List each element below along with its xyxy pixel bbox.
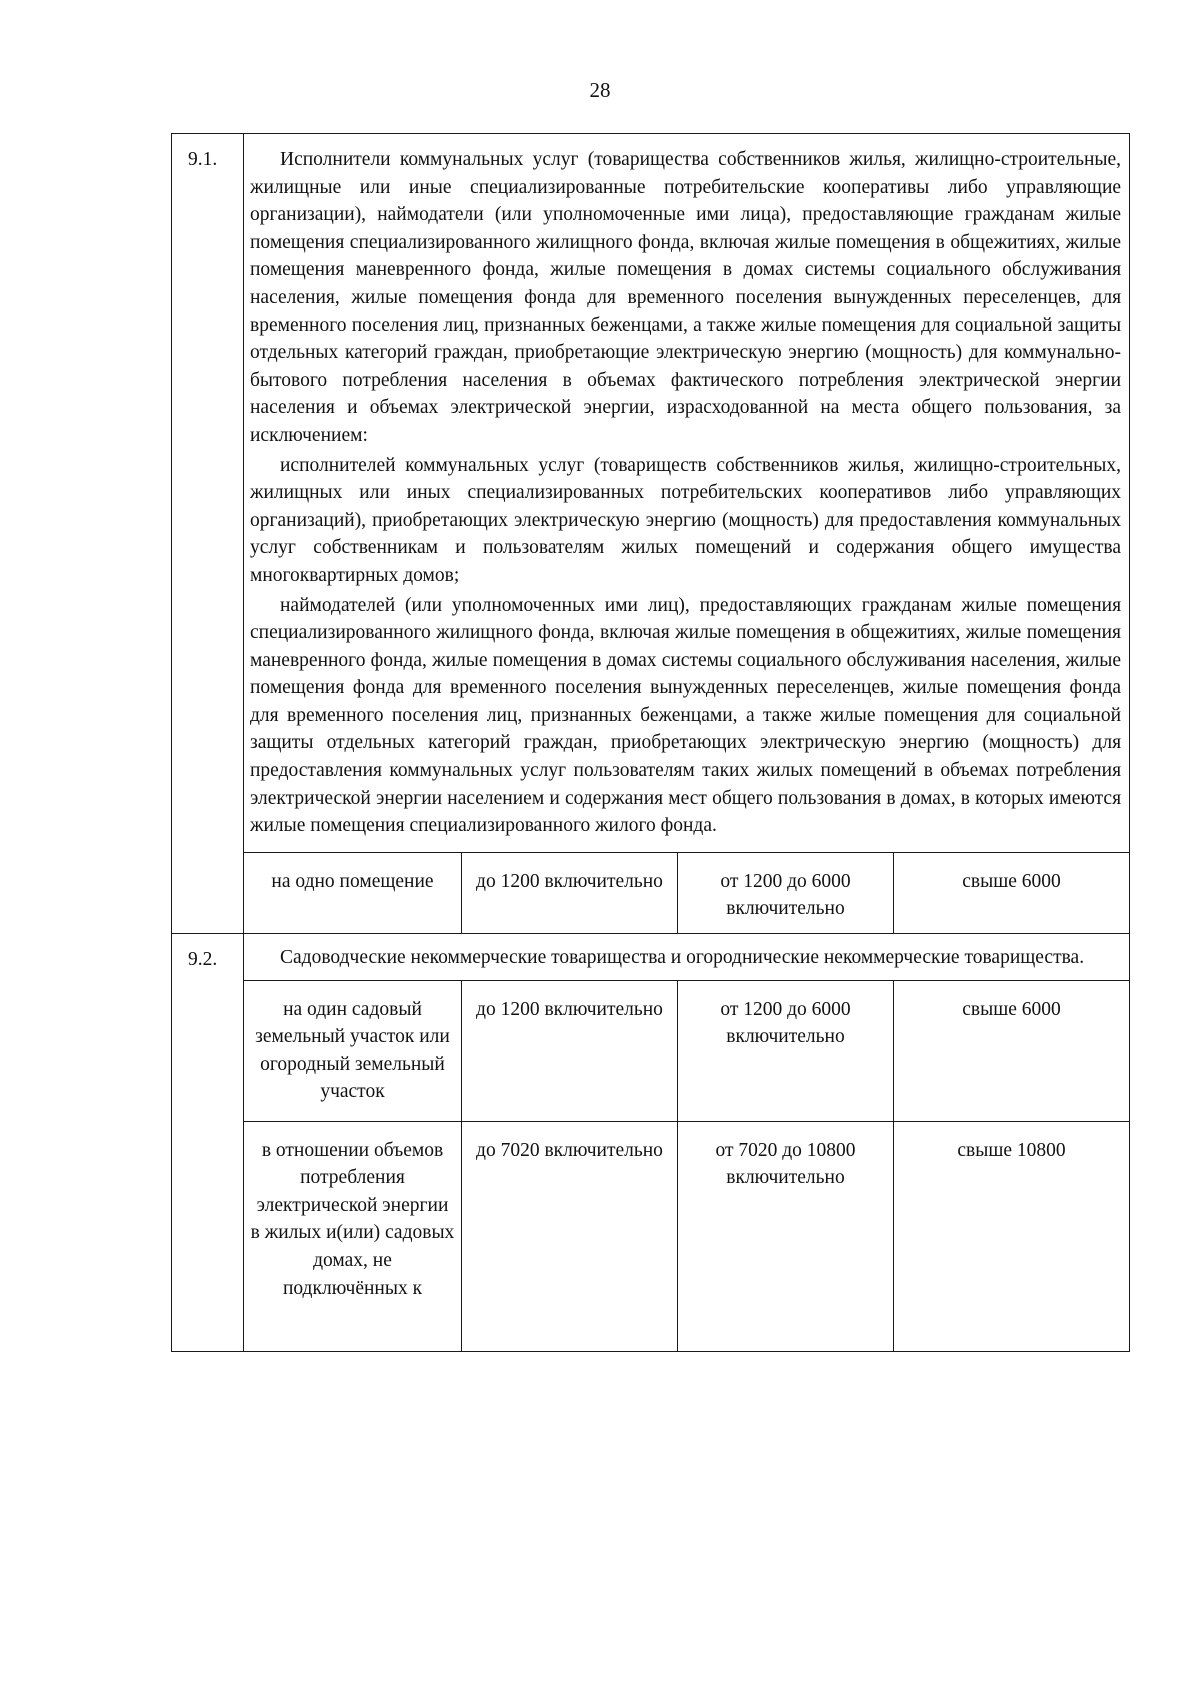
tariff-table [171, 133, 1130, 1352]
description-paragraph: исполнителей коммунальных услуг (товариществ собственников жилья, жилищно-строительных, жилищных или иных специализированных потребительских кооперативов либо управляющих организаций), приобретающих электрическую энергию (мощность) для предоставления коммунальных услуг собственникам и пользователям жилых помещений и содержания общего имущества многоквартирных домов; [250, 454, 1122, 586]
section-row [172, 934, 1130, 981]
section-description [244, 934, 1130, 981]
description-paragraph: Исполнители коммунальных услуг (товарищества собственников жилья, жилищно-строительные, жилищные или иные специализированные потребительские кооперативы либо управляющие организации), наймодатели (или уполномоченные ими лица), предоставляющие гражданам жилые помещения специализированного жилищного фонда, включая жилые помещения в общежитиях, жилые помещения маневренного фонда, жилые помещения в домах системы социального обслуживания населения, жилые помещения фонда для временного поселения вынужденных переселенцев, для временного поселения лиц, признанных беженцами, а также жилые помещения для социальной защиты отдельных категорий граждан, приобретающие электрическую энергию (мощность) для коммунально-бытового потребления населения в объемах фактического потребления электрической энергии населения и объемах электрической энергии, израсходованной на места общего пользования, за исключением: [250, 149, 1122, 446]
range-cell: до 7020 включительно [462, 1121, 678, 1351]
table-row [172, 852, 1130, 933]
range-cell: до 1200 включительно [462, 852, 678, 933]
range-cell: до 1200 включительно [462, 980, 678, 1121]
row-label: в отношении объемов потребления электрической энергии в жилых и(или) садовых домах, не подключённых к [244, 1121, 462, 1351]
row-label: на одно помещение [244, 852, 462, 933]
range-cell: свыше 10800 [894, 1121, 1130, 1351]
range-cell: от 7020 до 10800 включительно [678, 1121, 894, 1351]
range-cell: свыше 6000 [894, 852, 1130, 933]
description-paragraph: наймодателей (или уполномоченных ими лиц), предоставляющих гражданам жилые помещения специализированного жилищного фонда, включая жилые помещения в общежитиях, жилые помещения маневренного фонда, жилые помещения в домах системы социального обслуживания населения, жилые помещения фонда для временного поселения вынужденных переселенцев, жилые помещения фонда для временного поселения лиц, признанных беженцами, а также жилые помещения для социальной защиты отдельных категорий граждан, приобретающих электрическую энергию (мощность) для предоставления коммунальных услуг пользователям таких жилых помещений в объемах потребления электрической энергии населением и содержания мест общего пользования в домах, в которых имеются жилые помещения специализированного жилого фонда. [250, 594, 1122, 837]
page-number: 28 [589, 78, 611, 102]
section-number: 9.1. [172, 134, 244, 934]
section-number: 9.2. [172, 934, 244, 1352]
section-row [172, 134, 1130, 853]
row-label: на один садовый земельный участок или огородный земельный участок [244, 980, 462, 1121]
section-description [244, 134, 1130, 853]
range-cell: от 1200 до 6000 включительно [678, 852, 894, 933]
range-cell: от 1200 до 6000 включительно [678, 980, 894, 1121]
table-row [172, 980, 1130, 1121]
table-row [172, 1121, 1130, 1351]
range-cell: свыше 6000 [894, 980, 1130, 1121]
description-paragraph: Садоводческие некоммерческие товарищества и огороднические некоммерческие товарищества. [280, 947, 1085, 969]
